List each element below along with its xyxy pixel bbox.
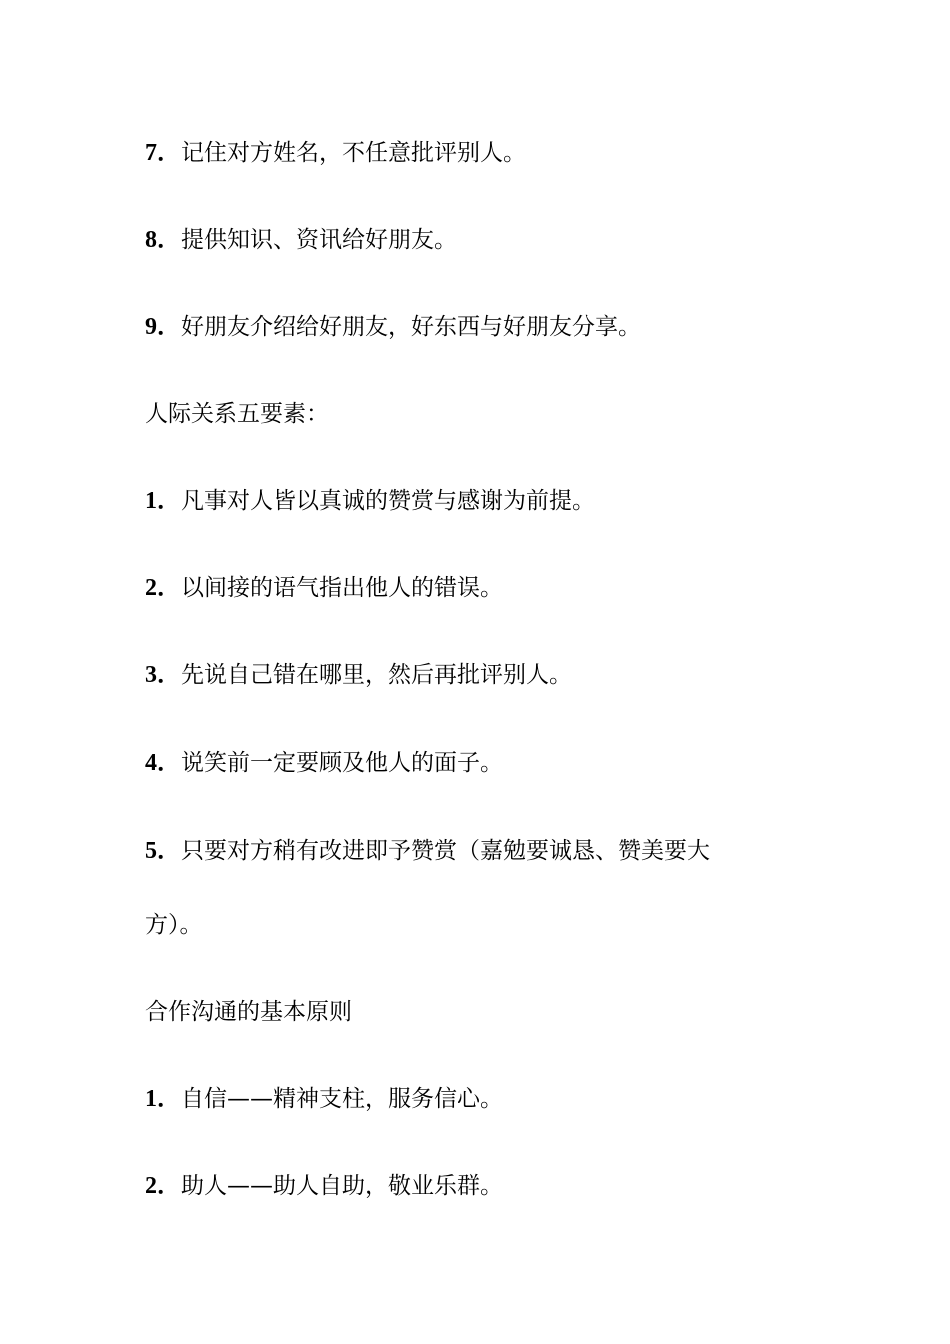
item-number: 8． — [145, 227, 181, 253]
item-text: 以间接的语气指出他人的错误。 — [181, 575, 503, 601]
list-item-1-cooperation — [145, 1082, 825, 1115]
list-item-2-cooperation — [145, 1169, 825, 1202]
item-number: 4． — [145, 750, 181, 776]
item-text: 先说自己错在哪里，然后再批评别人。 — [181, 662, 572, 688]
heading-text: 合作沟通的基本原则 — [145, 999, 352, 1025]
list-item-5 — [145, 834, 825, 867]
list-item-5-continuation — [145, 908, 825, 941]
item-number: 9． — [145, 314, 181, 340]
heading-text: 人际关系五要素： — [145, 401, 329, 427]
item-text: 只要对方稍有改进即予赞赏（嘉勉要诚恳、赞美要大 — [181, 838, 710, 864]
list-item-7 — [145, 136, 825, 169]
item-number: 7． — [145, 140, 181, 166]
item-number: 2． — [145, 1173, 181, 1199]
list-item-1 — [145, 484, 825, 517]
item-number: 3． — [145, 662, 181, 688]
list-item-4 — [145, 746, 825, 779]
list-item-8 — [145, 223, 825, 256]
item-number: 5． — [145, 838, 181, 864]
item-text: 说笑前一定要顾及他人的面子。 — [181, 750, 503, 776]
section-heading-cooperation — [145, 995, 825, 1028]
item-text: 好朋友介绍给好朋友，好东西与好朋友分享。 — [181, 314, 641, 340]
item-text: 凡事对人皆以真诚的赞赏与感谢为前提。 — [181, 488, 595, 514]
item-number: 2． — [145, 575, 181, 601]
item-text: 助人——助人自助，敬业乐群。 — [181, 1173, 503, 1199]
list-item-2 — [145, 571, 825, 604]
list-item-3 — [145, 658, 825, 691]
item-text: 提供知识、资讯给好朋友。 — [181, 227, 457, 253]
item-text: 方）。 — [145, 912, 203, 938]
item-number: 1． — [145, 488, 181, 514]
list-item-9 — [145, 310, 825, 343]
item-text: 自信——精神支柱，服务信心。 — [181, 1086, 503, 1112]
item-number: 1． — [145, 1086, 181, 1112]
item-text: 记住对方姓名，不任意批评别人。 — [181, 140, 526, 166]
section-heading-relationships — [145, 397, 825, 430]
